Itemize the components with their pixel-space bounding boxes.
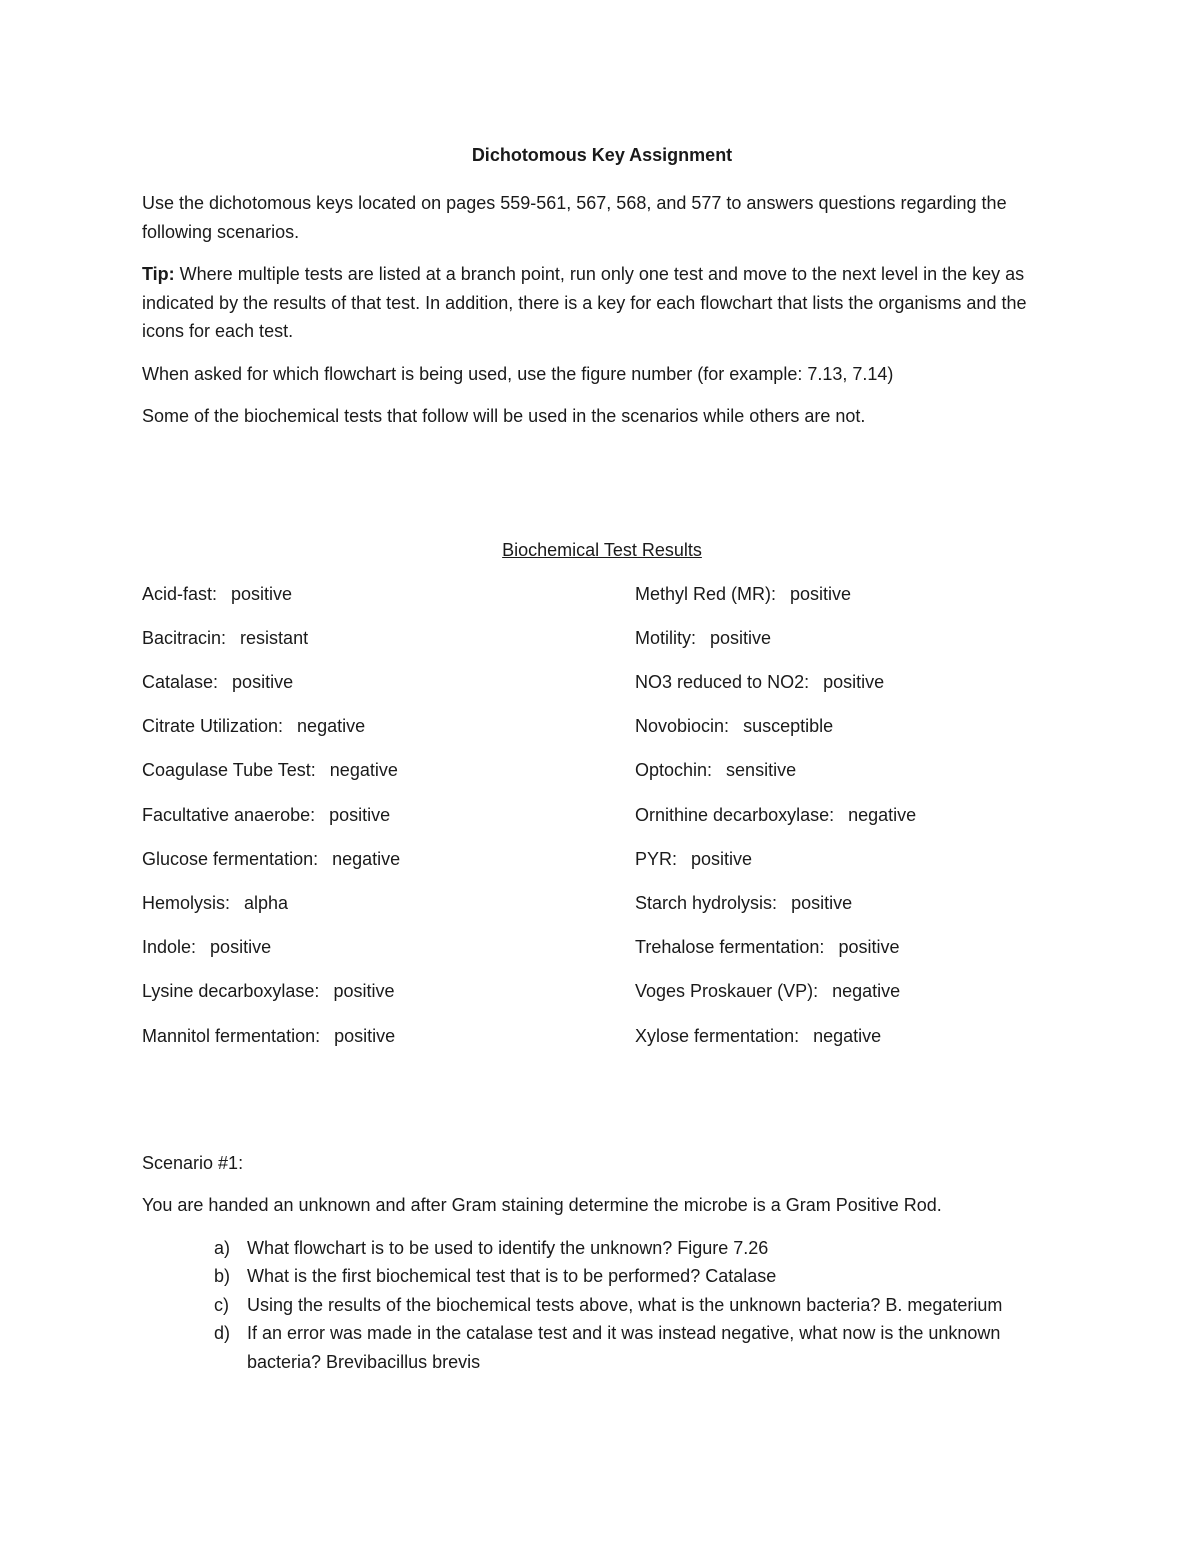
result-test-name: Novobiocin:	[635, 716, 730, 737]
result-row	[635, 844, 752, 874]
result-row	[142, 579, 292, 609]
result-value: negative	[329, 760, 398, 781]
result-value: positive	[710, 627, 772, 648]
tip-label: Tip:	[142, 264, 175, 284]
result-value: positive	[791, 892, 853, 913]
result-value: negative	[297, 716, 366, 737]
result-test-name: Facultative anaerobe:	[142, 804, 316, 825]
result-test-name: Acid-fast:	[142, 583, 218, 604]
result-row	[142, 800, 390, 830]
intro-paragraph: Use the dichotomous keys located on pages 559-561, 567, 568, and 577 to answers questions regarding the following scenarios.	[142, 193, 1007, 242]
question-item	[142, 1234, 1062, 1263]
result-value: susceptible	[743, 716, 834, 737]
scenario-intro: You are handed an unknown and after Gram staining determine the microbe is a Gram Positive Rod.	[142, 1194, 942, 1215]
result-value: resistant	[240, 627, 309, 648]
result-test-name: Catalase:	[142, 671, 219, 692]
result-value: positive	[210, 937, 272, 958]
question-text: What is the first biochemical test that is to be performed? Catalase	[247, 1266, 777, 1286]
result-value: positive	[329, 804, 391, 825]
result-test-name: Glucose fermentation:	[142, 848, 319, 869]
result-value: positive	[823, 671, 885, 692]
result-value: negative	[813, 1025, 882, 1046]
tip-text: Where multiple tests are listed at a branch point, run only one test and move to the next level in the key as indicated by the results of that test. In addition, there is a key for each flowchart that lists the organisms and the icons for each test.	[142, 264, 1027, 341]
result-row	[142, 711, 365, 741]
result-test-name: PYR:	[635, 848, 678, 869]
result-test-name: Bacitracin:	[142, 627, 227, 648]
result-row	[142, 623, 308, 653]
result-row	[142, 844, 400, 874]
question-item	[142, 1291, 1062, 1320]
result-test-name: Hemolysis:	[142, 892, 231, 913]
tests-note: Some of the biochemical tests that follow will be used in the scenarios while others are not.	[142, 406, 866, 426]
result-value: sensitive	[726, 760, 797, 781]
result-value: negative	[848, 804, 917, 825]
result-row	[635, 579, 851, 609]
result-value: positive	[334, 1025, 396, 1046]
result-value: positive	[790, 583, 852, 604]
result-value: positive	[838, 937, 900, 958]
result-test-name: Methyl Red (MR):	[635, 583, 777, 604]
result-row	[142, 932, 271, 962]
question-text: Using the results of the biochemical tests above, what is the unknown bacteria? B. megaterium	[247, 1294, 1003, 1315]
result-value: positive	[231, 583, 293, 604]
result-test-name: Mannitol fermentation:	[142, 1025, 321, 1046]
result-value: positive	[333, 981, 395, 1002]
result-row	[142, 1021, 395, 1051]
scenario-heading: Scenario #1:	[142, 1152, 244, 1173]
result-row	[635, 800, 916, 830]
result-row	[635, 1021, 881, 1051]
result-value: negative	[832, 981, 901, 1002]
question-letter: a)	[214, 1237, 231, 1258]
result-row	[635, 667, 884, 697]
result-row	[142, 755, 398, 785]
result-test-name: Voges Proskauer (VP):	[635, 981, 819, 1002]
results-grid	[142, 579, 1062, 1069]
result-test-name: NO3 reduced to NO2:	[635, 671, 810, 692]
result-row	[635, 932, 899, 962]
result-test-name: Optochin:	[635, 760, 713, 781]
result-value: alpha	[244, 892, 289, 913]
question-text: What flowchart is to be used to identify the unknown? Figure 7.26	[247, 1237, 769, 1258]
result-test-name: Ornithine decarboxylase:	[635, 804, 835, 825]
tip-paragraph	[142, 260, 1062, 346]
result-row	[635, 623, 771, 653]
result-test-name: Xylose fermentation:	[635, 1025, 800, 1046]
page-title: Dichotomous Key Assignment	[471, 145, 733, 165]
result-test-name: Indole:	[142, 937, 197, 958]
question-letter: b)	[214, 1266, 231, 1286]
result-value: positive	[232, 671, 294, 692]
question-list	[142, 1234, 1062, 1377]
result-test-name: Motility:	[635, 627, 697, 648]
result-row	[142, 976, 394, 1006]
question-letter: d)	[214, 1323, 231, 1343]
question-item	[142, 1319, 1062, 1376]
question-item	[142, 1262, 1062, 1291]
result-value: positive	[691, 848, 753, 869]
result-test-name: Lysine decarboxylase:	[142, 981, 320, 1002]
result-row	[635, 976, 900, 1006]
result-row	[142, 667, 293, 697]
result-test-name: Citrate Utilization:	[142, 716, 284, 737]
result-row	[635, 711, 833, 741]
flowchart-note: When asked for which flowchart is being used, use the figure number (for example: 7.13, 7.14)	[142, 363, 894, 384]
result-row	[142, 888, 288, 918]
result-row	[635, 888, 852, 918]
question-letter: c)	[214, 1294, 229, 1315]
result-test-name: Starch hydrolysis:	[635, 892, 778, 913]
result-row	[635, 755, 796, 785]
result-value: negative	[332, 848, 401, 869]
document-page	[142, 140, 1062, 1376]
result-test-name: Coagulase Tube Test:	[142, 760, 316, 781]
question-text: If an error was made in the catalase test and it was instead negative, what now is the unknown bacteria? Brevibacillus brevis	[247, 1323, 1001, 1372]
results-heading: Biochemical Test Results	[502, 539, 702, 560]
result-test-name: Trehalose fermentation:	[635, 937, 825, 958]
